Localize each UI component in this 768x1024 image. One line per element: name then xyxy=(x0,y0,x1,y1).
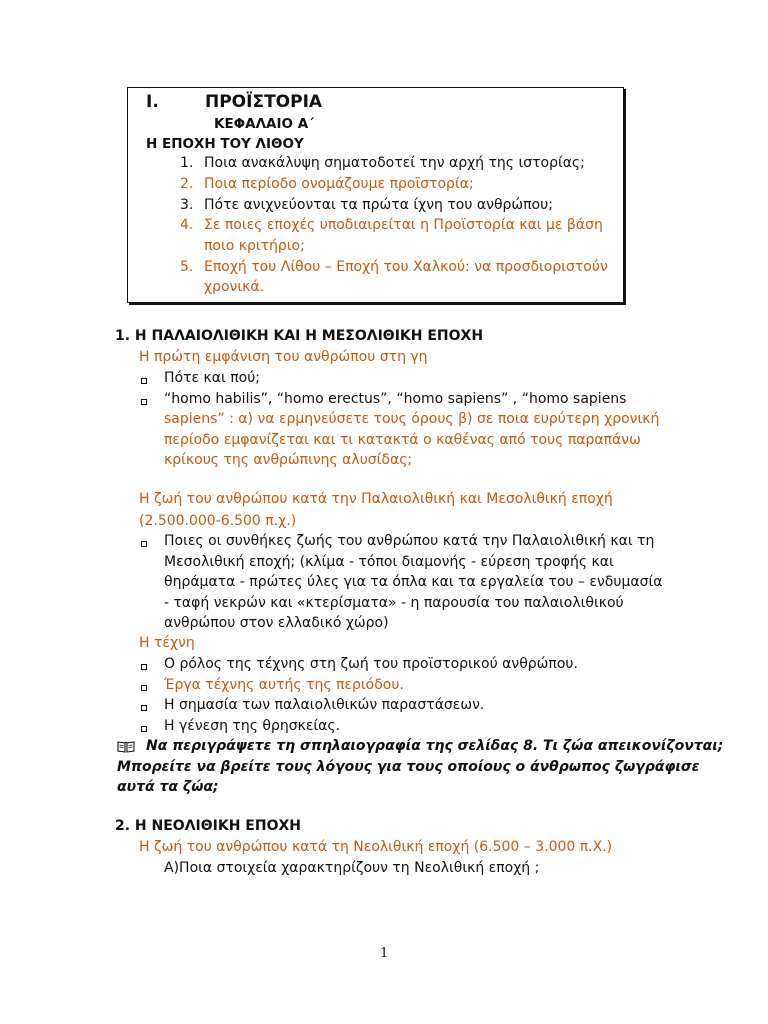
list-item: Πότε και πού; xyxy=(164,370,261,386)
question-number: 2. xyxy=(180,176,194,192)
subheading-cont: (2.500.000-6.500 π.χ.) xyxy=(139,513,297,529)
question-number: 4. xyxy=(180,217,194,233)
list-item-cont: περίοδο εμφανίζεται και τι κατακτά ο καθένας από τους παραπάνω xyxy=(164,432,641,448)
bullet-icon xyxy=(141,399,147,405)
question-text: Ποια περίοδο ονομάζουμε προϊστορία; xyxy=(204,176,474,192)
subheading: Η ζωή του ανθρώπου κατά την Παλαιολιθική και Μεσολιθική εποχή xyxy=(139,491,613,507)
subheading: Η πρώτη εμφάνιση του ανθρώπου στη γη xyxy=(139,349,428,365)
roman-numeral: I. xyxy=(146,92,159,112)
bullet-icon xyxy=(141,378,147,384)
book-icon xyxy=(117,740,135,753)
list-item: Η γένεση της θρησκείας. xyxy=(164,718,341,734)
chapter-subtitle: Η ΕΠΟΧΗ ΤΟΥ ΛΙΘΟΥ xyxy=(146,136,304,152)
question-number: 1. xyxy=(180,155,194,171)
section-heading: 1. Η ΠΑΛΑΙΟΛΙΘΙΚΗ ΚΑΙ Η ΜΕΣΟΛΙΘΙΚΗ ΕΠΟΧΗ xyxy=(115,328,484,344)
question-text: Εποχή του Λίθου – Εποχή του Χαλκού: να προσδιοριστούν xyxy=(204,259,608,275)
question-text: Ποια ανακάλυψη σηματοδοτεί την αρχή της ιστορίας; xyxy=(204,155,585,171)
question-number: 3. xyxy=(180,197,194,213)
task-text-cont: αυτά τα ζώα; xyxy=(117,779,219,795)
bullet-icon xyxy=(141,664,147,670)
question-text-cont: ποιο κριτήριο; xyxy=(204,238,305,254)
list-item: Η σημασία των παλαιολιθικών παραστάσεων. xyxy=(164,697,485,713)
task-text: Να περιγράψετε τη σπηλαιογραφία της σελίδας 8. Τι ζώα απεικονίζονται; xyxy=(146,738,724,754)
bullet-icon xyxy=(141,705,147,711)
question-text: Σε ποιες εποχές υποδιαιρείται η Προϊστορία και με βάση xyxy=(204,217,603,233)
question-number: 5. xyxy=(180,259,194,275)
list-item-cont: θηράματα - πρώτες ύλες για τα όπλα και τα εργαλεία του – ενδυμασία xyxy=(164,574,663,590)
subheading: Η ζωή του ανθρώπου κατά τη Νεολιθική εποχή (6.500 – 3.000 π.Χ.) xyxy=(139,839,613,855)
list-item: “homo habilis”, “homo erectus”, “homo sapiens” , “homo sapiens xyxy=(164,391,627,407)
task-text-cont: Μπορείτε να βρείτε τους λόγους για τους οποίους ο άνθρωπος ζωγράφισε xyxy=(117,759,700,775)
list-item-cont: ανθρώπου στον ελλαδικό χώρο) xyxy=(164,615,389,631)
question-text: Α)Ποια στοιχεία χαρακτηρίζουν τη Νεολιθική εποχή ; xyxy=(164,860,540,876)
list-item: Έργα τέχνης αυτής της περιόδου. xyxy=(164,677,404,693)
bullet-icon xyxy=(141,541,147,547)
list-item-cont: Μεσολιθική εποχή; (κλίμα - τόποι διαμονής - εύρεση τροφής και xyxy=(164,554,614,570)
list-item-cont: - ταφή νεκρών και «κτερίσματα» - η παρουσία του παλαιολιθικού xyxy=(164,595,624,611)
page-number: 1 xyxy=(380,946,389,961)
subheading: Η τέχνη xyxy=(139,635,195,651)
page-title: ΠΡΟΪΣΤΟΡΙΑ xyxy=(205,92,323,112)
section-heading: 2. Η ΝΕΟΛΙΘΙΚΗ ΕΠΟΧΗ xyxy=(115,818,301,834)
bullet-icon xyxy=(141,685,147,691)
list-item-cont: sapiens” : α) να ερμηνεύσετε τους όρους β) σε ποια ευρύτερη χρονική xyxy=(164,411,660,427)
question-text-cont: χρονικά. xyxy=(204,279,265,295)
list-item-cont: κρίκους της ανθρώπινης αλυσίδας; xyxy=(164,452,413,468)
bullet-icon xyxy=(141,726,147,732)
list-item: Ο ρόλος της τέχνης στη ζωή του προϊστορικού ανθρώπου. xyxy=(164,656,578,672)
list-item: Ποιες οι συνθήκες ζωής του ανθρώπου κατά την Παλαιολιθική και τη xyxy=(164,533,655,549)
question-text: Πότε ανιχνεύονται τα πρώτα ίχνη του ανθρώπου; xyxy=(204,197,553,213)
chapter-label: ΚΕΦΑΛΑΙΟ Α΄ xyxy=(214,116,315,132)
